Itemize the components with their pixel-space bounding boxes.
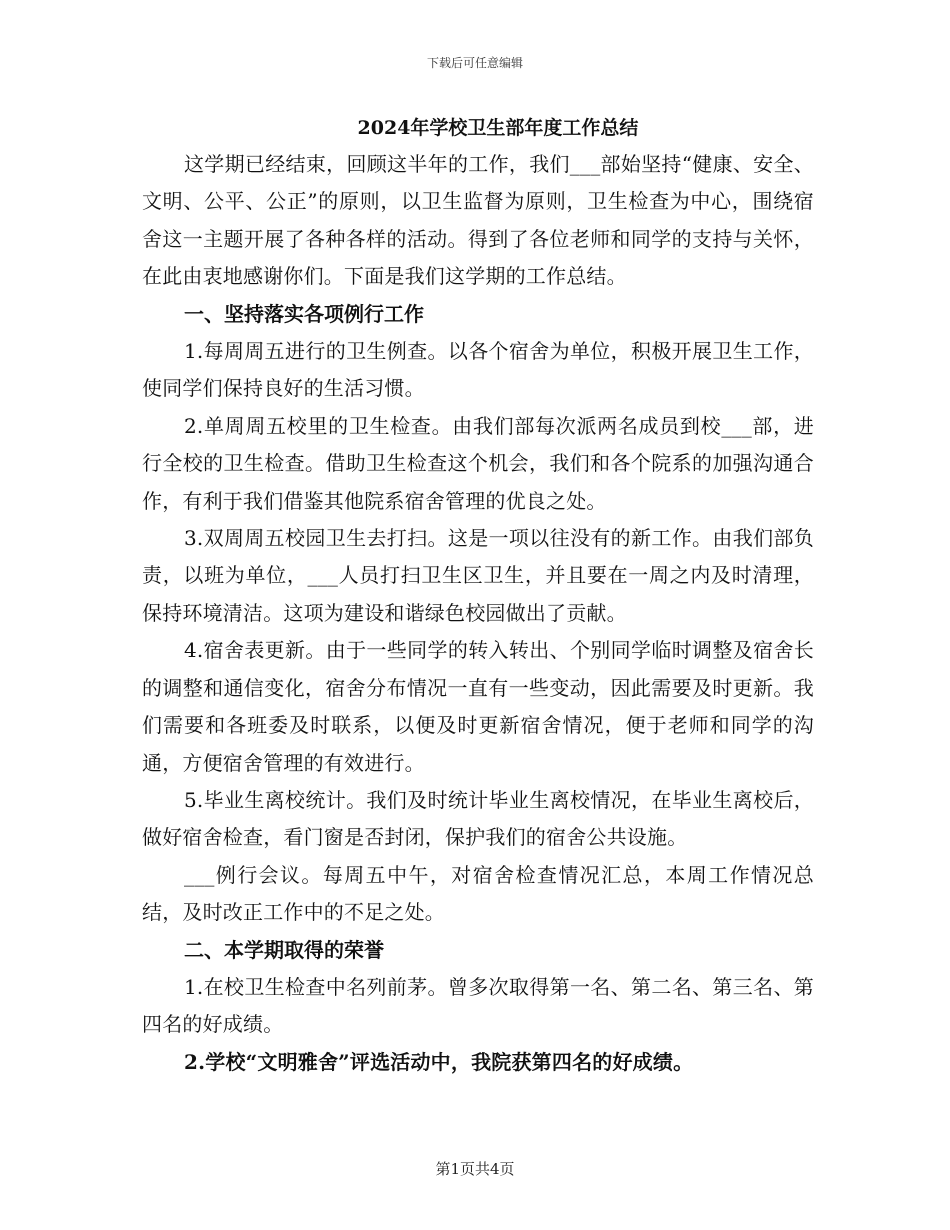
section-1-item-2: 2.单周周五校里的卫生检查。由我们部每次派两名成员到校___部，进行全校的卫生检查。借助卫生检查这个机会，我们和各个院系的加强沟通合作，有利于我们借鉴其他院系宿舍管理的优良之处。 — [142, 413, 814, 513]
section-2-item-1: 1.在校卫生检查中名列前茅。曾多次取得第一名、第二名、第三名、第四名的好成绩。 — [142, 974, 814, 1037]
section-1-item-5: 5.毕业生离校统计。我们及时统计毕业生离校情况，在毕业生离校后，做好宿舍检查，看门窗是否封闭，保护我们的宿舍公共设施。 — [142, 787, 814, 850]
section-1-heading: 一、坚持落实各项例行工作 — [184, 301, 424, 326]
page-footer: 第1页共4页 — [435, 1160, 515, 1178]
section-2-item-2: 2.学校“文明雅舍”评选活动中，我院获第四名的好成绩。 — [184, 1049, 694, 1074]
section-1-item-6: ___例行会议。每周五中午，对宿舍检查情况汇总，本周工作情况总结，及时改正工作中的不足之处。 — [142, 862, 814, 925]
document-body — [142, 112, 814, 1081]
section-2-heading: 二、本学期取得的荣誉 — [184, 937, 384, 962]
section-1-item-1: 1.每周周五进行的卫生例查。以各个宿舍为单位，积极开展卫生工作，使同学们保持良好的生活习惯。 — [142, 339, 814, 401]
header-note: 下载后可任意编辑 — [426, 56, 523, 70]
intro-paragraph: 这学期已经结束，回顾这半年的工作，我们___部始坚持“健康、安全、文明、公平、公正”的原则，以卫生监督为原则，卫生检查为中心，围绕宿舍这一主题开展了各种各样的活动。得到了各位老师和同学的支持与关怀，在此由衷地感谢你们。下面是我们这学期的工作总结。 — [142, 152, 814, 289]
document-title: 2024年学校卫生部年度工作总结 — [357, 117, 639, 139]
section-1-item-3: 3.双周周五校园卫生去打扫。这是一项以往没有的新工作。由我们部负责，以班为单位，___人员打扫卫生区卫生，并且要在一周之内及时清理，保持环境清洁。这项为建设和谐绿色校园做出了贡献。 — [142, 526, 814, 625]
section-1-item-4: 4.宿舍表更新。由于一些同学的转入转出、个别同学临时调整及宿舍长的调整和通信变化，宿舍分布情况一直有一些变动，因此需要及时更新。我们需要和各班委及时联系，以便及时更新宿舍情况，便于老师和同学的沟通，方便宿舍管理的有效进行。 — [142, 638, 814, 775]
